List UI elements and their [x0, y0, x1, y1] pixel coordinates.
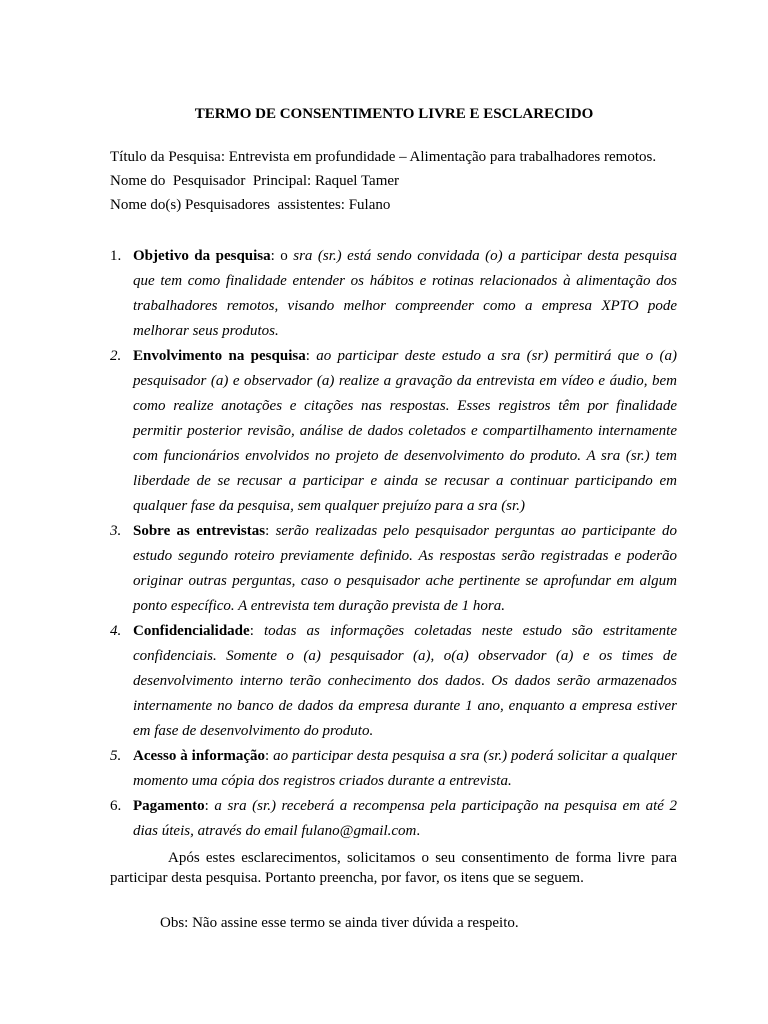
item-number: 4.	[110, 623, 122, 639]
list-item-payment	[110, 794, 677, 844]
item-text: :	[265, 523, 276, 539]
item-text: a sra (sr.) receberá a recompensa pela participação na pesquisa em até 2 dias úteis, através do email fulano@gmail.com	[133, 798, 677, 839]
item-text: :	[265, 748, 274, 764]
list-item-information-access	[110, 744, 677, 794]
item-text: .	[480, 673, 492, 689]
item-number: 5.	[110, 748, 122, 764]
research-header	[110, 145, 710, 217]
list-item-interviews	[110, 519, 677, 619]
research-title-line: Título da Pesquisa: Entrevista em profundidade – Alimentação para trabalhadores remotos.	[110, 149, 657, 165]
item-number: 3.	[110, 523, 122, 539]
item-text: :	[305, 348, 317, 364]
item-heading: Objetivo da pesquisa	[133, 248, 271, 264]
assistant-researchers-line: Nome do(s) Pesquisadores assistentes: Fulano	[110, 197, 391, 213]
principal-researcher-line: Nome do Pesquisador Principal: Raquel Tamer	[110, 173, 400, 189]
item-heading: Pagamento	[133, 798, 205, 814]
item-number: 6.	[110, 798, 122, 814]
item-heading: Confidencialidade	[133, 623, 250, 639]
consent-items-list	[110, 244, 677, 844]
item-text: :	[249, 623, 264, 639]
closing-paragraph: Após estes esclarecimentos, solicitamos o seu consentimento de forma livre para participar desta pesquisa. Portanto preencha, por favor, os itens que se seguem.	[110, 850, 677, 886]
item-text: todas as informações coletadas neste estudo são estritamente confidenciais. Somente o (a) pesquisador (a), o(a) observador (a) e os times de desenvolvimento interno terão conhecimento dos dados	[133, 623, 677, 689]
item-text: sra (sr.) está sendo convidada (o) a participar desta pesquisa que tem como finalidade entender os hábitos e rotinas relacionados à alimentação dos trabalhadores remotos, visando melhor compreender como a empresa XPTO pode melhorar seus produtos.	[133, 248, 678, 339]
list-item-involvement	[110, 344, 677, 519]
item-number: 2.	[110, 348, 122, 364]
list-item-objective	[110, 244, 677, 344]
item-text: ao participar deste estudo a sra (sr) permitirá que o (a) pesquisador (a) e observador (a) realize a gravação da entrevista em vídeo e áudio, bem como realize anotações e citações nas respostas. Esses registros têm por finalidade permitir posterior revisão, análise de dados coletados e compartilhamento internamente com funcionários envolvidos no projeto de desenvolvimento do produto. A sra (sr.) tem liberdade de se recusar a participar e ainda se recusar a continuar participando em qualquer fase da pesquisa, sem qualquer prejuízo para a sra (sr.)	[133, 348, 677, 514]
document-title: TERMO DE CONSENTIMENTO LIVRE E ESCLARECIDO	[194, 106, 594, 122]
item-text: .	[416, 823, 421, 839]
item-heading: Sobre as entrevistas	[133, 523, 266, 539]
item-text: Os dados serão armazenados internamente no banco de dados da empresa durante 1 ano, enquanto a empresa estiver em fase de desenvolvimento do produto.	[133, 673, 677, 739]
item-number: 1.	[110, 248, 122, 264]
item-text: serão realizadas pelo pesquisador perguntas ao participante do estudo segundo roteiro previamente definido. As respostas serão registradas e poderão originar outras perguntas, caso o pesquisador ache pertinente se aprofundar em algum ponto específico. A entrevista tem duração prevista de 1 hora.	[133, 523, 677, 614]
item-heading: Envolvimento na pesquisa	[133, 348, 306, 364]
item-text: : o	[270, 248, 294, 264]
item-text: :	[204, 798, 215, 814]
item-text: ao participar desta pesquisa a sra (sr.) poderá solicitar a qualquer momento uma cópia dos registros criados durante a entrevista.	[133, 748, 677, 789]
list-item-confidentiality	[110, 619, 677, 744]
observation-note: Obs: Não assine esse termo se ainda tiver dúvida a respeito.	[160, 915, 519, 931]
item-heading: Acesso à informação	[133, 748, 265, 764]
